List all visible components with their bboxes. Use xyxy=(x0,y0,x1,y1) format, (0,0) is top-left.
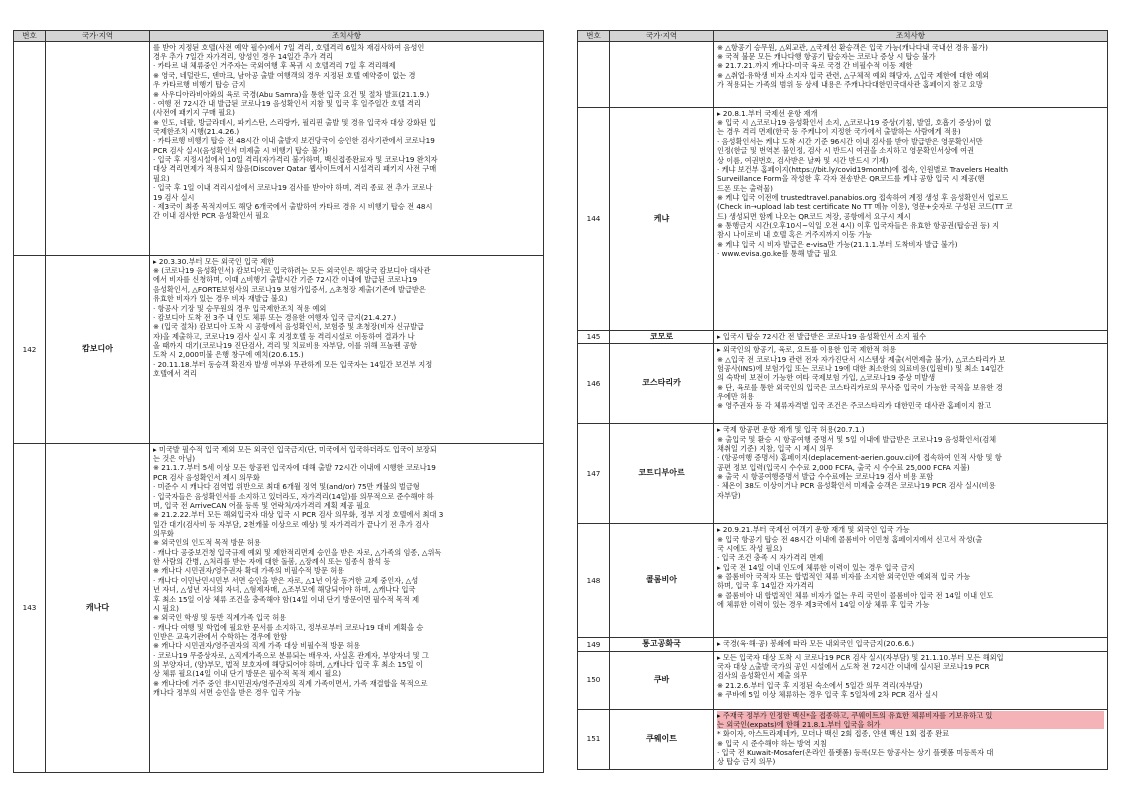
measure-line: ▸ 20.8.1.부터 국제선 운항 재개 xyxy=(717,108,818,118)
row-country: 통고공화국 xyxy=(610,638,714,651)
measure-line: 후 최소 15일 이상 체류 조건을 충족해야 함(14일 이내 단기 방문이면 필수적 목적 제 xyxy=(153,594,420,604)
measure-line: ※ 캐나다 시민권자/영주권자의 직계 가족 대상 비필수적 방문 허용 xyxy=(153,641,361,651)
header-measures: 조치사항 xyxy=(714,31,1108,42)
table-header-row xyxy=(14,31,544,42)
measure-line: 년 자녀, △성년 자녀의 자녀, △형제자매, △조부모에 해당되어야 하며, △캐나다 입국 xyxy=(153,585,416,595)
measure-line: 상 체류 필요(14일 이내 단기 방문은 필수적 목적 제시 필요) xyxy=(153,669,342,679)
measure-line: ▸ 외국인의 항공기, 육로, 요트를 이용한 입국 제한적 허용 xyxy=(717,345,897,355)
measure-line: · 입국 후 1일 이내 격리시설에서 코로나19 검사를 받아야 하며, 격리 종료 전 추가 코로나 xyxy=(153,183,433,193)
measure-line: * 화이자, 아스트라제네카, 모더나 백신 2회 접종, 얀센 백신 1회 접종 완료 xyxy=(717,729,950,739)
row-measures xyxy=(714,424,1108,524)
measure-line: · (항공여행 증명서) 홈페이지(deplacement-aerien.gouv.ci)에 접속하여 인적 사항 및 항 xyxy=(717,453,1002,463)
row-measures xyxy=(714,651,1108,709)
row-number: 146 xyxy=(578,344,610,424)
measure-line: · 캐나다 여행 및 학업에 필요한 문서를 소지하고, 정부로부터 코로나19 대비 계획을 승 xyxy=(153,622,424,632)
measure-line: · 미준수 시 캐나다 검역법 위반으로 최대 6개월 징역 및(and/or) 75만 캐불의 벌금형 xyxy=(153,482,420,492)
row-measures xyxy=(714,41,1108,107)
measure-line: ※ 21.1.7.부터 5세 이상 모든 항공편 입국자에 대해 출발 72시간 이내에 시행한 코로나19 xyxy=(153,463,436,473)
measure-line: ▸ 입국시 탑승 72시간 전 발급받은 코로나19 음성확인서 소지 필수 xyxy=(717,331,927,341)
table-row xyxy=(578,344,1108,424)
measure-line: ※ △입국 전 코로나19 관련 전자 자가진단서 시스템상 제출(서면제출 불가), △코스타리카 보 xyxy=(717,354,1006,364)
row-number: 147 xyxy=(578,424,610,524)
measure-line: 캐나다 정부의 서면 승인을 받은 경우 입국 가능 xyxy=(153,688,301,698)
measure-line: 상 탑승 금지 의무) xyxy=(717,757,776,767)
measure-line: 유효한 비자가 있는 경우 비자 재발급 불요) xyxy=(153,294,288,304)
measure-line: 인정(한글 및 번역본 불인정, 검사 시 반드시 여권을 소지하고 영문확인서상에 여권 xyxy=(717,146,975,156)
measures-table-left xyxy=(13,30,544,773)
row-measures xyxy=(714,709,1108,769)
measure-line: 에 체류한 이력이 있는 경우 제3국에서 14일 이상 체류 후 입국 가능 xyxy=(717,600,930,610)
measure-line: · 체온이 38도 이상이거나 PCR 음성확인서 미제출 승객은 코로나19 PCR 검사 실시(비용 xyxy=(717,481,996,491)
measure-line: 필요) xyxy=(153,173,170,183)
measure-line: ※ 콜롬비아 국적자 또는 합법적인 체류 비자를 소지한 외국인만 예외적 입국 가능 xyxy=(717,571,971,581)
row-measures xyxy=(714,330,1108,343)
row-measures xyxy=(714,524,1108,638)
measure-line: 는 외국인(expats)에 한해 21.8.1.부터 입국을 허가 xyxy=(717,720,1104,729)
measure-line: 경우 추가 7일간 자가격리, 양성인 경우 14일간 추가 격리 xyxy=(153,52,334,62)
measure-line: 우에만 허용 xyxy=(717,391,755,401)
table-row xyxy=(578,709,1108,769)
measures-table-right xyxy=(577,30,1108,770)
row-country: 코모로 xyxy=(610,330,714,343)
table-row xyxy=(578,638,1108,651)
measure-line: ※ 인도, 네팔, 방글라데시, 파키스탄, 스리랑카, 필리핀 출발 및 경유 입국자 대상 강화된 입 xyxy=(153,117,437,127)
row-country: 캐나다 xyxy=(46,443,150,772)
measure-line: 의 숙박비 보전이 가능한 여타 국제보험 가입, △코로나19 증상 미발생 xyxy=(717,373,936,383)
measure-line: 는 경우 격리 면제(한국 등 주케냐이 지정한 국가에서 출발하는 사람에게 적용) xyxy=(717,127,961,137)
measure-line: 며, 입국 전 ArriveCAN 어플 등록 및 연락처/자가격리 계획 제공 필요 xyxy=(153,500,370,510)
row-country: 코트디부아르 xyxy=(610,424,714,524)
table-row xyxy=(578,41,1108,107)
measure-line: 대상 격리면제가 적용되지 않음(Discover Qatar 웹사이트에서 시설격리 패키지 사전 구매 xyxy=(153,164,437,174)
table-row xyxy=(14,443,544,772)
measure-line: · 카타르 내 체류중인 거주자는 국외여행 후 복귀 시 호텔격리 7일 후 격리해제 xyxy=(153,61,396,71)
measure-line: ※ 출입국 및 환승 시 항공여행 증명서 및 5일 이내에 발급받은 코로나19 음성확인서(검체 xyxy=(717,434,997,444)
measure-line: ※ 입국 시 △코로나19 음성확인서 소지, △코로나19 증상(기침, 발열, 호흡기 증상)이 없 xyxy=(717,118,992,128)
measure-line: ※ 외국인 학생 및 동반 직계가족 입국 허용 xyxy=(153,613,287,623)
row-number: 145 xyxy=(578,330,610,343)
row-number: 151 xyxy=(578,709,610,769)
measure-line: 의 부양자녀, (양)부모, 법적 보호자에 해당되어야 하며, △캐나다 입국 후 최소 15일 이 xyxy=(153,660,423,670)
measure-line: ※ 사우디아라비아와의 육로 국경(Abu Samra)을 통한 입국 요건 및 절차 발표(21.1.9.) xyxy=(153,89,430,99)
measure-line: ※ △취업·유학생 비자 소지자 입국 관련, △구체적 예외 해당자, △입국 제한에 대한 예외 xyxy=(717,70,990,80)
row-measures xyxy=(150,255,544,443)
row-number: 143 xyxy=(14,443,46,772)
row-country: 케냐 xyxy=(610,107,714,330)
measure-line: ※ △항공기 승무원, △외교관, △국제선 환승객은 입국 가능(캐나다내 국내선 경유 불가) xyxy=(717,42,988,52)
measure-line: ▸ 모든 입국자 대상 도착 시 코로나19 PCR 검사 실시(자부담) 및 21.1.10.부터 모든 해외입 xyxy=(717,652,1004,662)
measure-line: 검사의 음성확인서 제출 의무 xyxy=(717,671,808,681)
measure-line: ▸ 국경(육·해·공) 봉쇄에 따라 모든 내외국인 입국금지(20.6.6.) xyxy=(717,639,915,649)
measure-line: ※ 외국인의 인도적 목적 방문 허용 xyxy=(153,538,261,548)
measure-line: ※ 입국 항공기 탑승 전 48시간 이내에 콜롬비아 이민청 홈페이지에서 신고서 작성(출 xyxy=(717,534,983,544)
measure-line: · 케냐 보건부 홈페이지(https://bit.ly/covid19month)에 접속, 인원별로 Travelers Health xyxy=(717,164,1009,174)
measure-line: 우 카타르행 비행기 탑승 금지 xyxy=(153,80,246,90)
measure-line: 국제한조치 시행(21.4.26.) xyxy=(153,126,240,136)
measure-line: · 제3국이 최종 목적지여도 해당 6개국에서 출발하여 카타르 경유 시 비행기 탑승 전 48시 xyxy=(153,201,433,211)
measure-line: ※ 입국 시 준수해야 하는 방역 지침 xyxy=(717,738,827,748)
measure-line: ▸ 20.9.21.부터 국제선 여객기 운항 재개 및 외국인 입국 가능 xyxy=(717,525,910,535)
measure-line: · 여행 전 72시간 내 발급된 코로나19 음성확인서 지참 및 입국 후 일주일간 호텔 격리 xyxy=(153,98,421,108)
measure-line: ▸ 주재국 정부가 인정한 백신*을 접종하고, 쿠웨이트의 유효한 체류비자를 기보유하고 있 xyxy=(717,711,1104,720)
measure-line: ▸ 국제 항공편 운항 재개 및 입국 허용(20.7.1.) xyxy=(717,425,865,435)
row-number: 144 xyxy=(578,107,610,330)
row-measures xyxy=(714,344,1108,424)
header-number: 번호 xyxy=(14,31,46,42)
measure-line: 채취일 기준) 지참, 입국 시 제시 의무 xyxy=(717,443,834,453)
measure-line: Surveillance Form을 작성한 후 각자 전송받은 QR코드를 케냐 공항 입국 시 제공(핸 xyxy=(717,174,985,184)
measure-line: 드) 생성되면 함께 나오는 QR코드 저장, 공항에서 요구시 제시 xyxy=(717,211,911,221)
measure-line: · 20.11.18.부터 동승객 확진자 발생 여부와 무관하게 모든 입국자는 14일간 보건부 지정 xyxy=(153,359,433,369)
measure-line: PCR 검사 실시(음성확인서 미제출 시 비행기 탑승 불가) xyxy=(153,145,328,155)
measure-line: · 입국 전 Kuwait-Mosafer(온라인 플랫폼) 등록(모든 항공사는 상기 플랫폼 미등록자 대 xyxy=(717,747,994,757)
row-number: 149 xyxy=(578,638,610,651)
header-measures: 조치사항 xyxy=(150,31,544,42)
measure-line: ※ 영국, 네덜란드, 덴마크, 남아공 출발 여행객의 경우 지정된 호텔 예약증이 없는 경 xyxy=(153,70,416,80)
table-header-row xyxy=(578,31,1108,42)
measure-line: ※ 출국 시 항공여행증명서 발급 수수료에는 코로나19 검사 비용 포함 xyxy=(717,471,934,481)
measure-line: ▸ 입국 전 14일 이내 인도에 체류한 이력이 있는 경우 입국 금지 xyxy=(717,562,915,572)
header-country: 국가·지역 xyxy=(610,31,714,42)
measure-line: ※ (입국 절차) 캄보디아 도착 시 공항에서 음성확인서, 보험증 및 초청장(비자 신규발급 xyxy=(153,322,424,332)
measure-line: ※ 통행금지 시간(오후10시~익일 오전 4시) 이후 입국자들은 유효한 항공권(탑승권 등) 지 xyxy=(717,221,1000,231)
row-number: 148 xyxy=(578,524,610,638)
measure-line: ※ 국적 불문 모든 캐나다행 항공기 탑승자는 코로나 증상 시 탑승 불가 xyxy=(717,52,936,62)
header-country: 국가·지역 xyxy=(46,31,150,42)
measure-line: ※ 영주권자 등 각 체류자격별 입국 조건은 주코스타리카 대한민국 대사관 홈페이지 참고 xyxy=(717,401,992,411)
measure-line: ※ (코로나19 음성확인서) 캄보디아로 입국하려는 모든 외국인은 해당국 캄보디아 대사관 xyxy=(153,266,431,276)
measure-line: · 음성확인서는 케냐 도착 시간 기준 96시간 이내 검사를 받아 발급받은 영문확인서만 xyxy=(717,136,983,146)
measure-line: 호텔에서 격리 xyxy=(153,369,197,379)
measure-line: 도착 시 2,000미불 은행 창구에 예치(20.6.15.) xyxy=(153,350,304,360)
measure-line: 음성확인서, △FORTE보험사의 코로나19 보험가입증서, △초청장 제출(기존에 발급받은 xyxy=(153,284,426,294)
measure-line: · 코로나19 무증상자로, △직계가족으로 분류되는 배우자, 사실혼 관계자, 부양자녀 및 그 xyxy=(153,650,429,660)
table-row xyxy=(578,424,1108,524)
row-number: 142 xyxy=(14,255,46,443)
measure-line: · 캐나다 이민난민시민부 서면 승인을 받은 자로, △1년 이상 동거한 교제 중인자, △성 xyxy=(153,575,419,585)
measure-line: (Check in→upload lab test certificate No TT 메뉴 이용), 영문+숫자로 구성된 코드(TT 코 xyxy=(717,202,1013,212)
measure-line: · 입국 후 지정시설에서 10일 격리(자가격리 불가하며, 백신접종완료자 및 코로나19 완치자 xyxy=(153,155,438,165)
measure-line: ※ 콜롬비아 내 합법적인 체류 비자가 없는 우리 국민이 콜롬비아 입국 전 14일 이내 인도 xyxy=(717,590,994,600)
measure-line: ※ 캐나다에 거주 중인 非시민권자/영주권자의 직계 가족이면서, 가족 재결합을 목적으로 xyxy=(153,678,428,688)
measure-line: ※ 캐나다 시민권자/영주권자 확대 가족의 비필수적 방문 허용 xyxy=(153,566,345,576)
measure-line: 참시 나이로비 내 호텔 혹은 거주지까지 이동 가능 xyxy=(717,230,872,240)
row-country: 콜롬비아 xyxy=(610,524,714,638)
measure-line: ※ 21.2.6.부터 입국 후 지정된 숙소에서 5일간 의무 격리(자부담) xyxy=(717,680,923,690)
measure-line: 19 검사 실시 xyxy=(153,192,195,202)
measure-line: (사전에 패키지 구매 필요) xyxy=(153,108,235,118)
row-country xyxy=(46,41,150,255)
measure-line: 시 필요) xyxy=(153,603,179,613)
measure-line: 일간 대기(검사비 등 자부담, 2천캐불 이상으로 예상) 및 자가격리가 끝나기 전 추가 검사 xyxy=(153,519,429,529)
row-number xyxy=(14,41,46,255)
row-country: 쿠바 xyxy=(610,651,714,709)
measure-line: ※ 쿠바에 5일 이상 체류하는 경우 입국 후 5일차에 2차 PCR 검사 실시 xyxy=(717,689,939,699)
measure-line: 자)을 제출하고, 코로나19 검사 실시 후 지정호텔 등 격리시설로 이동하여 결과가 나 xyxy=(153,331,415,341)
measure-line: 의무화 xyxy=(153,528,174,538)
measure-line: 상 이름, 여권번호, 검사받은 날짜 및 시간 반드시 기재) xyxy=(717,155,889,165)
measure-line: ※ 단, 육로를 통한 외국인의 입국은 코스타리카로의 무사증 입국이 가능한 국적을 보유한 경 xyxy=(717,382,1003,392)
table-row xyxy=(578,107,1108,330)
measure-line: 한 사람의 간병, △처리를 받는 자에 대한 돌봄, △장례식 또는 임종식 참석 등 xyxy=(153,557,391,567)
table-row xyxy=(578,330,1108,343)
row-measures xyxy=(714,107,1108,330)
row-country: 캄보디아 xyxy=(46,255,150,443)
measure-line: ※ 21.2.22.부터 모든 해외입국자 대상 입국 시 PCR 검사 의무화, 정부 지정 호텔에서 최대 3 xyxy=(153,510,444,520)
row-measures xyxy=(150,443,544,772)
measure-line: · 캄보디아 도착 전 3주 내 인도 체류 또는 경유한 여행자 입국 금지(21.4.27.) xyxy=(153,312,397,322)
measure-line: ※ 케냐 입국 이전에 trustedtravel.panabios.org 접속하여 계정 생성 후 음성확인서 업로드 xyxy=(717,192,1009,202)
measure-line: · 입국자들은 음성확인서를 소지하고 있더라도, 자가격리(14일)를 의무적으로 준수해야 하 xyxy=(153,491,434,501)
measure-line: 는 것은 아님) xyxy=(153,454,196,464)
measure-line: 가 적용되는 가족의 범위 등 상세 내용은 주캐나다대한민국대사관 홈페이지 참고 요망 xyxy=(717,80,983,90)
table-row xyxy=(578,651,1108,709)
table-row xyxy=(578,524,1108,638)
row-country: 쿠웨이트 xyxy=(610,709,714,769)
measure-line: ▸ 20.3.30.부터 모든 외국인 입국 제한 xyxy=(153,256,275,266)
measure-line: ※ 케냐 입국 시 비자 발급은 e-visa만 가능(21.1.1.부터 도착비자 발급 불가) xyxy=(717,239,958,249)
measure-line: · 입국 조건 충족 시 자가격리 면제 xyxy=(717,553,824,563)
measure-line: 하며, 입국 후 14일간 자가격리 xyxy=(717,581,814,591)
table-row xyxy=(14,255,544,443)
row-number: 150 xyxy=(578,651,610,709)
measure-line: ▸ 미국발 필수적 입국 제외 모든 외국인 입국금지(단, 미국에서 입국하더라도 입국이 보장되 xyxy=(153,444,437,454)
measure-line: 험공사(INS)에 보험가입 또는 코로나 19에 대한 최소한의 의료비용(입원비) 및 최소 14일간 xyxy=(717,363,1004,373)
measure-line: 간 이내 검사한 PCR 음성확인서 필요 xyxy=(153,211,270,221)
row-country xyxy=(610,41,714,107)
row-country: 코스타리카 xyxy=(610,344,714,424)
measure-line: 자부담) xyxy=(717,490,741,500)
measure-line: 인받은 교육기관에서 수학하는 경우에 한함 xyxy=(153,631,288,641)
measure-line: · www.evisa.go.ke를 통해 발급 필요 xyxy=(717,249,837,259)
measure-line: · 항공사 기장 및 승무원의 경우 입국제한조치 적용 예외 xyxy=(153,303,327,313)
measure-line: · 카타르행 비행기 탑승 전 48시간 이내 출발지 보건당국이 승인한 검사기관에서 코로나19 xyxy=(153,136,435,146)
table-row xyxy=(14,41,544,255)
measure-line: 올 때까지 대기(코로나19 진단검사, 격리 및 치료비용 자부담, 이를 위해 프놈펜 공항 xyxy=(153,340,417,350)
row-measures xyxy=(150,41,544,255)
measure-line: 국 시에도 작성 필요) xyxy=(717,543,783,553)
measure-line: · 캐나다 공중보건청 입국규제 예외 및 제한적리면제 승인을 받은 자로, △가족의 임종, △위독 xyxy=(153,547,442,557)
measure-line: PCR 검사 음성확인서 제시 의무화 xyxy=(153,472,260,482)
row-measures xyxy=(714,638,1108,651)
measure-line: 국자 대상 △출발 국가의 공인 시설에서 △도착 전 72시간 이내에 실시된 코로나19 PCR xyxy=(717,661,990,671)
measure-line: ※ 21.7.21.까지 캐나다-미국 육로 국경 간 비필수적 이동 제한 xyxy=(717,61,913,71)
measure-line: 드폰 또는 출력물) xyxy=(717,183,773,193)
measure-line: 를 받아 지정된 호텔(사전 예약 필수)에서 7일 격리, 호텔격리 6일차 재검사하여 음성인 xyxy=(153,42,425,52)
measure-line: 에서 비자를 신청하며, 이때 △비행기 출발시간 기준 72시간 이내에 발급된 코로나19 xyxy=(153,275,418,285)
header-number: 번호 xyxy=(578,31,610,42)
row-number xyxy=(578,41,610,107)
measure-line: 공편 정보 입력(입국시 수수료 2,000 FCFA, 출국 시 수수료 25,000 FCFA 지불) xyxy=(717,462,970,472)
